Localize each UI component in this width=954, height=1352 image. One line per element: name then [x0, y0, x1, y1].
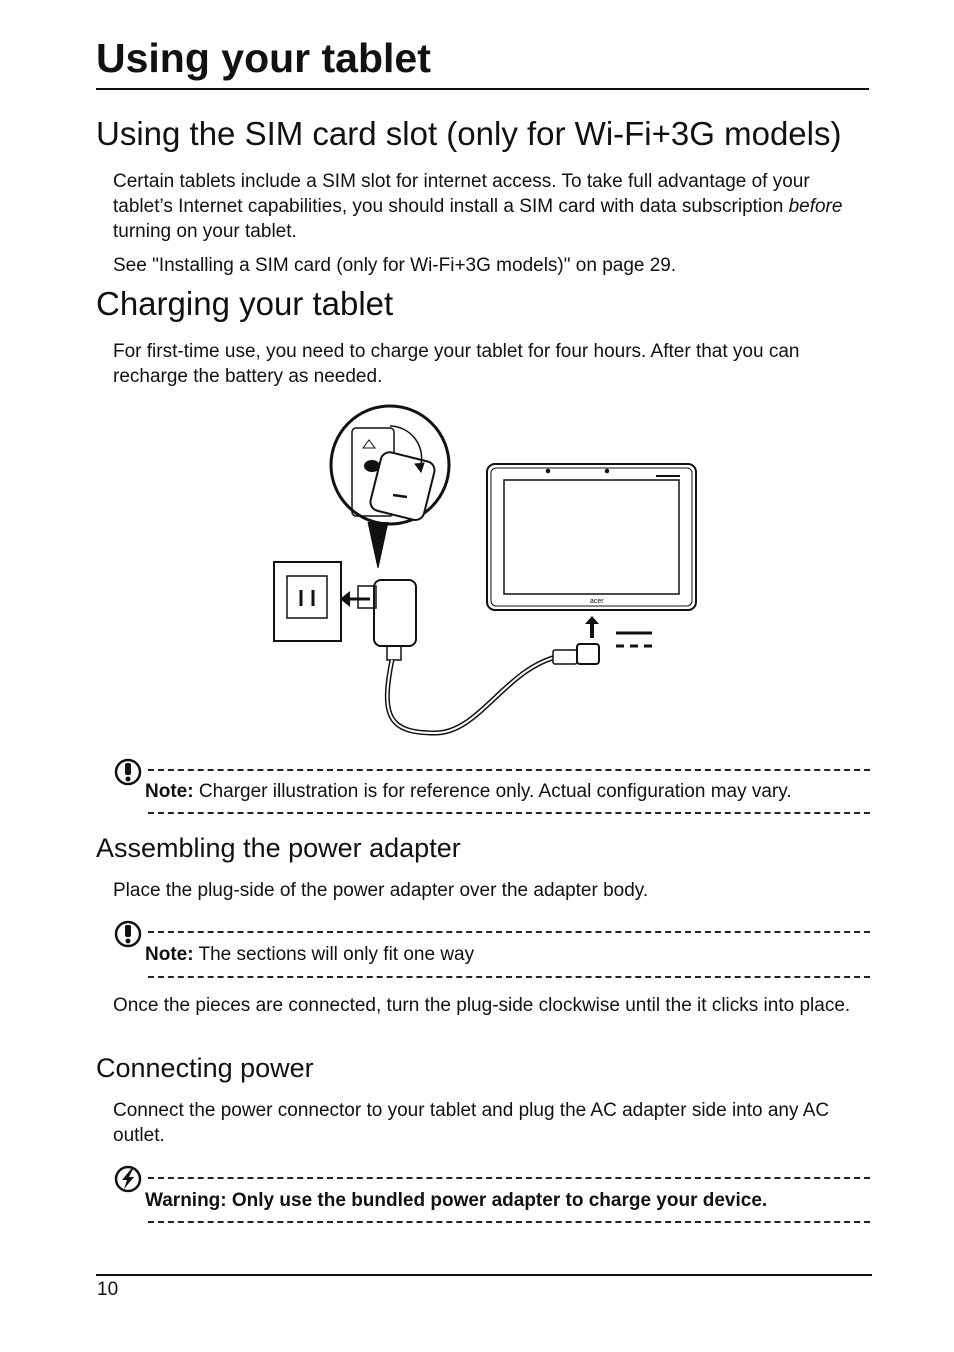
- tablet-device: [487, 464, 696, 610]
- section-heading-assembling: Assembling the power adapter: [96, 833, 461, 863]
- charging-paragraph: For first-time use, you need to charge your tablet for four hours. After that you can recharge the battery as needed.: [113, 341, 800, 387]
- tablet-brand-logo: acer: [590, 598, 604, 605]
- footer-rule: [96, 1274, 872, 1276]
- adapter-detail-callout: [331, 406, 449, 568]
- lightning-circle-icon: [114, 1165, 142, 1193]
- chapter-rule: [96, 88, 869, 90]
- sim-paragraph-emphasis: before: [788, 196, 843, 217]
- note-label: Note:: [145, 944, 194, 965]
- note-text: The sections will only fit one way: [193, 944, 475, 965]
- chapter-title: Using your tablet: [96, 35, 431, 81]
- exclamation-circle-icon: [114, 758, 142, 786]
- dc-input-indicator: [585, 616, 652, 646]
- assembling-paragraph-2: Once the pieces are connected, turn the plug-side clockwise until the it clicks into place.: [113, 995, 851, 1016]
- section-heading-sim: Using the SIM card slot (only for Wi-Fi+3G models): [96, 115, 842, 152]
- section-heading-charging: Charging your tablet: [96, 285, 394, 322]
- charger-note: [145, 780, 792, 804]
- warning-text: Warning: Only use the bundled power adapter to charge your device.: [145, 1190, 768, 1211]
- charger-illustration: [260, 398, 710, 743]
- assembling-paragraph: Place the plug-side of the power adapter over the adapter body.: [113, 880, 649, 901]
- note-border-top: [148, 769, 870, 771]
- section-heading-connecting: Connecting power: [96, 1053, 314, 1083]
- page-number: 10: [97, 1279, 119, 1300]
- power-adapter: [358, 580, 599, 733]
- warning-border-top: [148, 1177, 870, 1179]
- note-text: Charger illustration is for reference only. Actual configuration may vary.: [193, 781, 792, 802]
- warning-border-bottom: [148, 1221, 870, 1223]
- connecting-paragraph: Connect the power connector to your tablet and plug the AC adapter side into any AC outlet.: [113, 1100, 830, 1146]
- note-border-top: [148, 931, 870, 933]
- sim-cross-reference: See "Installing a SIM card (only for Wi-Fi+3G models)" on page 29.: [113, 255, 677, 276]
- sim-paragraph: [113, 169, 873, 244]
- sim-paragraph-text-a: Certain tablets include a SIM slot for internet access. To take full advantage of your tablet’s Internet capabilities, you should install a SIM card with data subscription: [113, 171, 810, 217]
- note-label: Note:: [145, 781, 194, 802]
- exclamation-circle-icon: [114, 920, 142, 948]
- assembling-note: [145, 943, 474, 967]
- sim-paragraph-text-b: turning on your tablet.: [113, 221, 297, 242]
- note-border-bottom: [148, 976, 870, 978]
- wall-outlet: [274, 562, 370, 641]
- note-border-bottom: [148, 812, 870, 814]
